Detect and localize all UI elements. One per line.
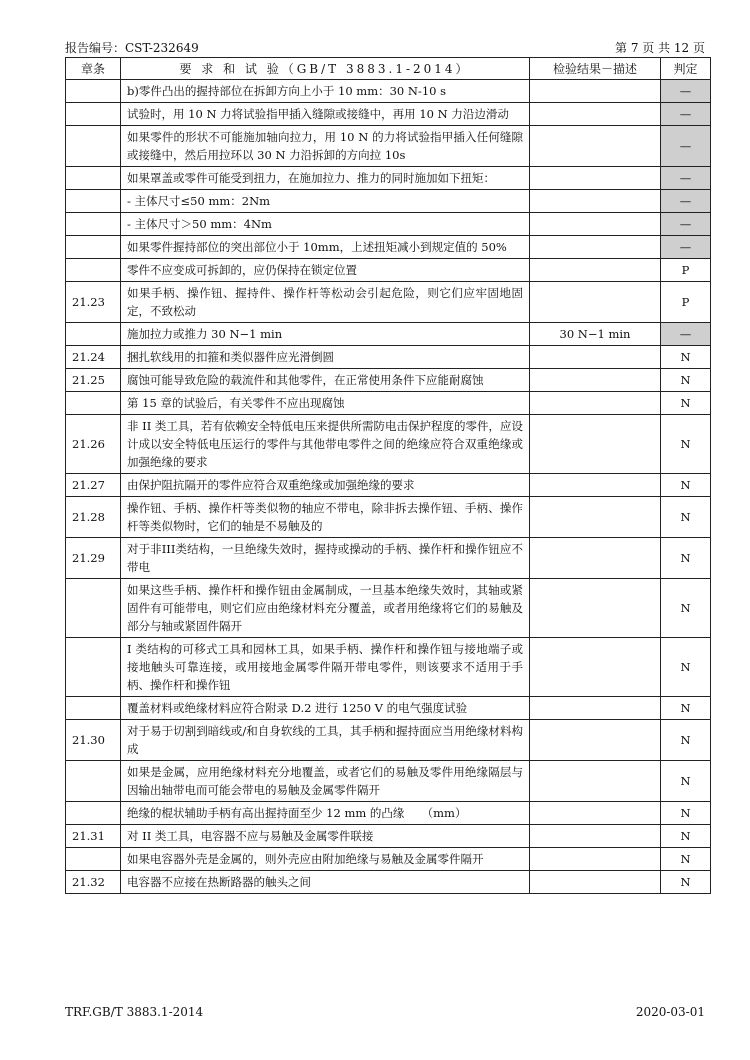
verdict-cell: P [661,282,711,323]
table-row [66,369,711,392]
result-cell [530,697,661,720]
clause-cell [66,848,121,871]
clause-cell [66,323,121,346]
footer-date: 2020-03-01 [635,1005,705,1019]
requirement-cell: 如果这些手柄、操作杆和操作钮由金属制成，一旦基本绝缘失效时，其轴或紧固件有可能带电，则它们应由绝缘材料充分覆盖，或者用绝缘将它们的易触及部分与轴或紧固件隔开 [121,579,530,638]
result-cell [530,761,661,802]
requirement-cell: 非 II 类工具，若有依赖安全特低电压来提供所需防电击保护程度的零件，应设计成以安全特低电压运行的零件与其他带电零件之间的绝缘应符合双重绝缘或加强绝缘的要求 [121,415,530,474]
clause-cell: 21.25 [66,369,121,392]
verdict-cell: N [661,720,711,761]
result-cell [530,346,661,369]
verdict-cell: — [661,213,711,236]
table-row [66,282,711,323]
verdict-cell: N [661,369,711,392]
clause-cell: 21.30 [66,720,121,761]
result-cell [530,259,661,282]
result-cell [530,871,661,894]
clause-cell [66,802,121,825]
result-cell [530,236,661,259]
table-row [66,126,711,167]
result-cell [530,190,661,213]
result-cell [530,392,661,415]
requirement-cell: - 主体尺寸＞50 mm：4Nm [121,213,530,236]
clause-cell: 21.28 [66,497,121,538]
page-number: 第 7 页 共 12 页 [615,41,705,55]
requirement-cell: 如果零件握持部位的突出部位小于 10mm，上述扭矩减小到规定值的 50% [121,236,530,259]
verdict-cell: N [661,579,711,638]
result-cell [530,213,661,236]
requirement-cell: - 主体尺寸≤50 mm：2Nm [121,190,530,213]
requirement-cell: 第 15 章的试验后，有关零件不应出现腐蚀 [121,392,530,415]
verdict-cell: N [661,346,711,369]
verdict-cell: — [661,126,711,167]
clause-cell: 21.32 [66,871,121,894]
requirement-cell: I 类结构的可移式工具和园林工具，如果手柄、操作杆和操作钮与接地端子或接地触头可靠连接，或用接地金属零件隔开带电零件，则该要求不适用于手柄、操作杆和操作钮 [121,638,530,697]
clause-cell: 21.24 [66,346,121,369]
requirement-cell: 腐蚀可能导致危险的载流件和其他零件，在正常使用条件下应能耐腐蚀 [121,369,530,392]
verdict-cell: — [661,103,711,126]
requirement-cell: 施加拉力或推力 30 N−1 min [121,323,530,346]
result-cell [530,103,661,126]
table-body [66,80,711,894]
verdict-cell: N [661,825,711,848]
result-cell [530,579,661,638]
result-cell [530,369,661,392]
verdict-cell: — [661,190,711,213]
verdict-cell: N [661,415,711,474]
requirement-cell: 绝缘的棍状辅助手柄有高出握持面至少 12 mm 的凸缘 （mm） [121,802,530,825]
table-row [66,697,711,720]
table-row [66,346,711,369]
requirement-cell: 试验时，用 10 N 力将试验指甲插入缝隙或接缝中，再用 10 N 力沿边滑动 [121,103,530,126]
clause-cell [66,167,121,190]
result-cell [530,282,661,323]
report-number: 报告编号：CST-232649 [65,41,199,55]
clause-cell [66,80,121,103]
table-row [66,538,711,579]
result-cell [530,415,661,474]
clause-cell [66,213,121,236]
verdict-cell: — [661,80,711,103]
table-row [66,415,711,474]
verdict-cell: N [661,497,711,538]
verdict-cell: N [661,538,711,579]
result-cell [530,80,661,103]
requirement-cell: 如果手柄、操作钮、握持件、操作杆等松动会引起危险，则它们应牢固地固定，不致松动 [121,282,530,323]
requirement-cell: 操作钮、手柄、操作杆等类似物的轴应不带电，除非拆去操作钮、手柄、操作杆等类似物时，它们的轴是不易触及的 [121,497,530,538]
verdict-cell: P [661,259,711,282]
header-verdict: 判定 [661,58,711,80]
verdict-cell: N [661,802,711,825]
requirement-cell: 覆盖材料或绝缘材料应符合附录 D.2 进行 1250 V 的电气强度试验 [121,697,530,720]
clause-cell [66,579,121,638]
verdict-cell: N [661,638,711,697]
clause-cell [66,190,121,213]
verdict-cell: N [661,761,711,802]
page-header [65,39,705,57]
verdict-cell: — [661,323,711,346]
table-row [66,497,711,538]
table-row [66,871,711,894]
clause-cell [66,259,121,282]
table-header-row [66,58,711,80]
result-cell [530,474,661,497]
clause-cell: 21.27 [66,474,121,497]
table-row [66,213,711,236]
result-cell [530,538,661,579]
table-row [66,848,711,871]
table-row [66,474,711,497]
verdict-cell: — [661,167,711,190]
clause-cell: 21.26 [66,415,121,474]
clause-cell [66,236,121,259]
requirement-cell: 零件不应变成可拆卸的，应仍保持在锁定位置 [121,259,530,282]
requirement-cell: 电容器不应接在热断路器的触头之间 [121,871,530,894]
header-result: 检验结果－描述 [530,58,661,80]
clause-cell [66,392,121,415]
table-row [66,323,711,346]
table-row [66,103,711,126]
result-cell [530,638,661,697]
table-row [66,802,711,825]
verdict-cell: N [661,871,711,894]
table-row [66,825,711,848]
result-cell: 30 N−1 min [530,323,661,346]
table-row [66,167,711,190]
table-row [66,638,711,697]
table-row [66,236,711,259]
table-row [66,190,711,213]
footer-standard: TRF.GB/T 3883.1-2014 [65,1005,204,1019]
requirement-cell: 如果电容器外壳是金属的，则外壳应由附加绝缘与易触及金属零件隔开 [121,848,530,871]
requirement-cell: 捆扎软线用的扣箍和类似器件应光滑倒圆 [121,346,530,369]
requirement-cell: 对于非III类结构，一旦绝缘失效时，握持或操动的手柄、操作杆和操作钮应不带电 [121,538,530,579]
result-cell [530,497,661,538]
table-row [66,259,711,282]
verdict-cell: N [661,474,711,497]
test-report-table [65,57,711,894]
requirement-cell: 如果零件的形状不可能施加轴向拉力，用 10 N 的力将试验指甲插入任何缝隙或接缝中，然后用拉环以 30 N 力沿拆卸的方向拉 10s [121,126,530,167]
clause-cell [66,126,121,167]
verdict-cell: N [661,392,711,415]
verdict-cell: N [661,697,711,720]
table-row [66,761,711,802]
verdict-cell: N [661,848,711,871]
result-cell [530,848,661,871]
result-cell [530,167,661,190]
requirement-cell: 由保护阻抗隔开的零件应符合双重绝缘或加强绝缘的要求 [121,474,530,497]
clause-cell: 21.31 [66,825,121,848]
result-cell [530,802,661,825]
header-requirement: 要 求 和 试 验（GB/T 3883.1-2014） [121,58,530,80]
requirement-cell: 如果罩盖或零件可能受到扭力，在施加拉力、推力的同时施加如下扭矩： [121,167,530,190]
verdict-cell: — [661,236,711,259]
clause-cell [66,638,121,697]
requirement-cell: 对 II 类工具，电容器不应与易触及金属零件联接 [121,825,530,848]
clause-cell [66,761,121,802]
table-row [66,392,711,415]
clause-cell [66,697,121,720]
clause-cell: 21.29 [66,538,121,579]
table-row [66,720,711,761]
page-footer [65,1005,705,1023]
table-row [66,80,711,103]
requirement-cell: 对于易于切割到暗线或/和自身软线的工具，其手柄和握持面应当用绝缘材料构成 [121,720,530,761]
result-cell [530,126,661,167]
clause-cell: 21.23 [66,282,121,323]
result-cell [530,720,661,761]
clause-cell [66,103,121,126]
requirement-cell: 如果是金属，应用绝缘材料充分地覆盖，或者它们的易触及零件用绝缘隔层与因输出轴带电而可能会带电的易触及金属零件隔开 [121,761,530,802]
requirement-cell: b)零件凸出的握持部位在拆卸方向上小于 10 mm：30 N-10 s [121,80,530,103]
result-cell [530,825,661,848]
header-clause: 章条 [66,58,121,80]
table-row [66,579,711,638]
